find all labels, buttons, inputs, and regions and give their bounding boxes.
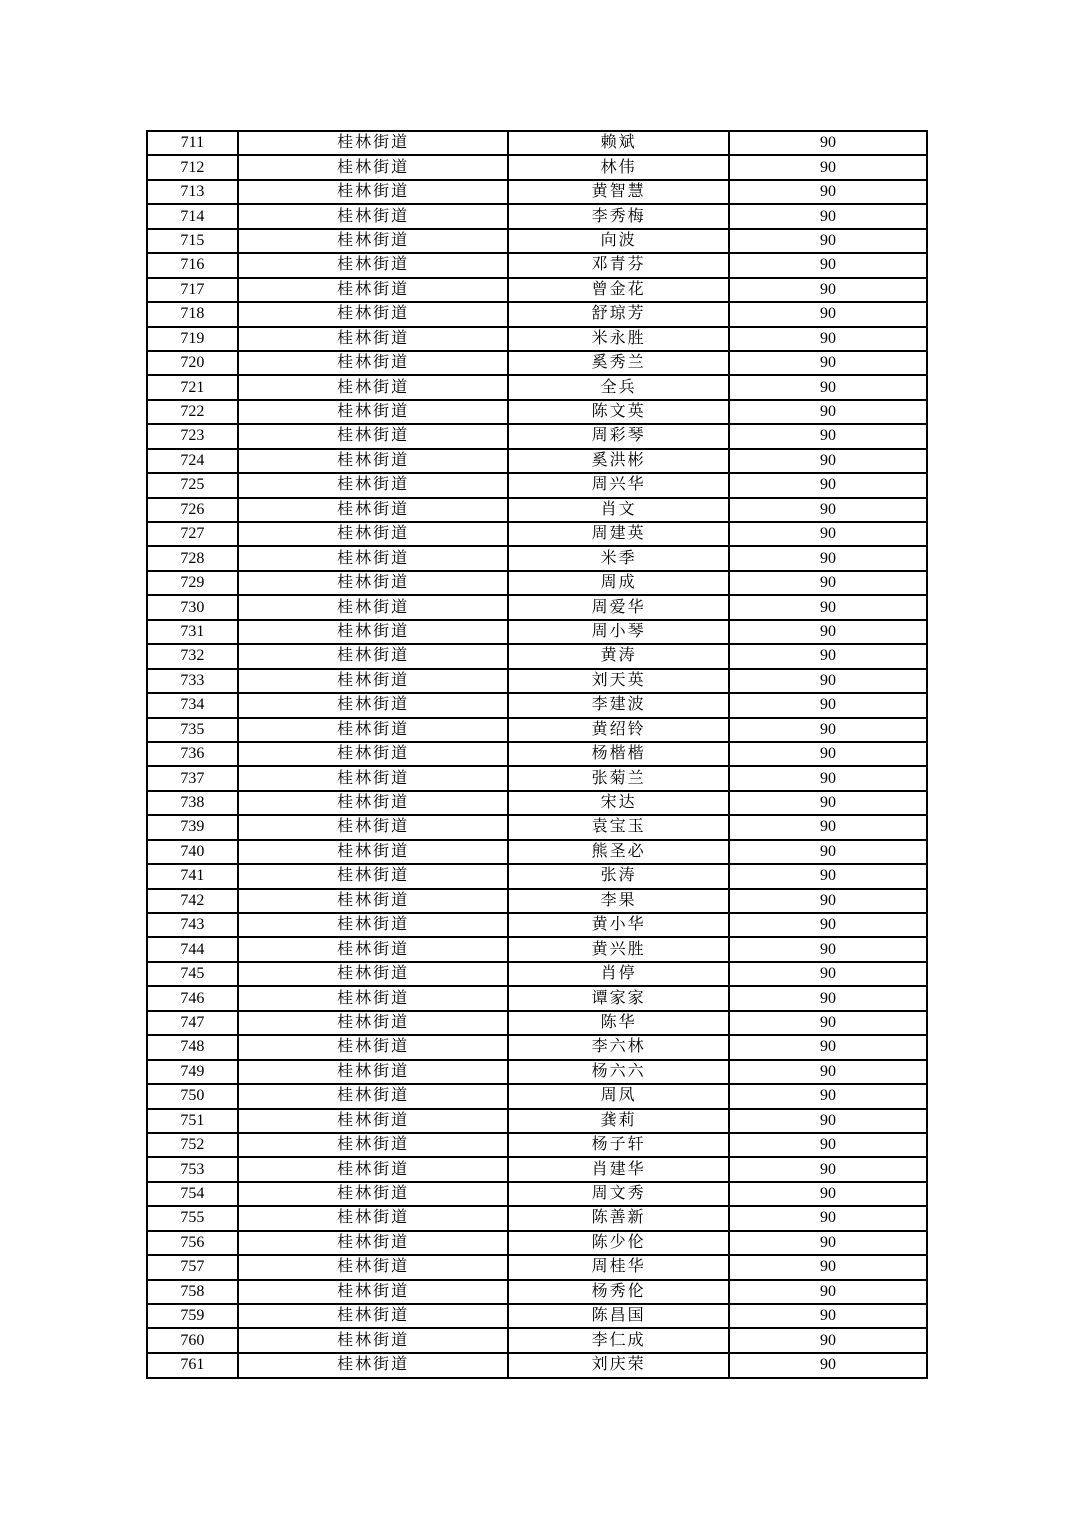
cell-score: 90 — [729, 986, 927, 1010]
cell-serial-number: 742 — [147, 889, 238, 913]
cell-score: 90 — [729, 693, 927, 717]
table-row — [147, 913, 927, 937]
cell-serial-number: 761 — [147, 1353, 238, 1378]
cell-person-name: 周小琴 — [508, 620, 728, 644]
cell-serial-number: 728 — [147, 546, 238, 570]
table-row — [147, 473, 927, 497]
cell-person-name: 刘天英 — [508, 669, 728, 693]
cell-serial-number: 760 — [147, 1328, 238, 1352]
cell-score: 90 — [729, 937, 927, 961]
table-row — [147, 302, 927, 326]
cell-street: 桂林街道 — [238, 400, 509, 424]
cell-street: 桂林街道 — [238, 253, 509, 277]
cell-score: 90 — [729, 229, 927, 253]
cell-serial-number: 719 — [147, 327, 238, 351]
cell-street: 桂林街道 — [238, 1109, 509, 1133]
cell-street: 桂林街道 — [238, 1084, 509, 1108]
table-row — [147, 766, 927, 790]
cell-serial-number: 723 — [147, 424, 238, 448]
cell-person-name: 向波 — [508, 229, 728, 253]
cell-serial-number: 739 — [147, 815, 238, 839]
roster-table — [146, 130, 928, 1379]
cell-score: 90 — [729, 840, 927, 864]
cell-serial-number: 738 — [147, 791, 238, 815]
table-row — [147, 522, 927, 546]
cell-person-name: 赖斌 — [508, 131, 728, 155]
cell-score: 90 — [729, 546, 927, 570]
cell-serial-number: 729 — [147, 571, 238, 595]
cell-serial-number: 740 — [147, 840, 238, 864]
cell-street: 桂林街道 — [238, 766, 509, 790]
cell-serial-number: 752 — [147, 1133, 238, 1157]
cell-person-name: 李建波 — [508, 693, 728, 717]
cell-street: 桂林街道 — [238, 375, 509, 399]
cell-serial-number: 724 — [147, 449, 238, 473]
table-row — [147, 1157, 927, 1181]
cell-serial-number: 711 — [147, 131, 238, 155]
cell-street: 桂林街道 — [238, 278, 509, 302]
cell-street: 桂林街道 — [238, 1231, 509, 1255]
cell-serial-number: 730 — [147, 595, 238, 619]
cell-person-name: 周建英 — [508, 522, 728, 546]
cell-score: 90 — [729, 595, 927, 619]
table-row — [147, 229, 927, 253]
cell-street: 桂林街道 — [238, 1280, 509, 1304]
cell-person-name: 李仁成 — [508, 1328, 728, 1352]
cell-score: 90 — [729, 571, 927, 595]
cell-score: 90 — [729, 1157, 927, 1181]
cell-score: 90 — [729, 1035, 927, 1059]
cell-street: 桂林街道 — [238, 571, 509, 595]
cell-street: 桂林街道 — [238, 546, 509, 570]
cell-street: 桂林街道 — [238, 693, 509, 717]
cell-serial-number: 747 — [147, 1011, 238, 1035]
cell-serial-number: 718 — [147, 302, 238, 326]
cell-score: 90 — [729, 351, 927, 375]
cell-street: 桂林街道 — [238, 913, 509, 937]
table-row — [147, 498, 927, 522]
cell-score: 90 — [729, 644, 927, 668]
table-row — [147, 1353, 927, 1378]
cell-serial-number: 722 — [147, 400, 238, 424]
cell-street: 桂林街道 — [238, 302, 509, 326]
cell-score: 90 — [729, 1206, 927, 1230]
table-row — [147, 1182, 927, 1206]
table-row — [147, 864, 927, 888]
cell-serial-number: 732 — [147, 644, 238, 668]
cell-person-name: 张菊兰 — [508, 766, 728, 790]
table-row — [147, 620, 927, 644]
cell-street: 桂林街道 — [238, 1157, 509, 1181]
cell-street: 桂林街道 — [238, 595, 509, 619]
table-row — [147, 840, 927, 864]
table-row — [147, 180, 927, 204]
table-row — [147, 400, 927, 424]
cell-person-name: 谭家家 — [508, 986, 728, 1010]
cell-serial-number: 714 — [147, 204, 238, 228]
table-row — [147, 253, 927, 277]
cell-person-name: 杨秀伦 — [508, 1280, 728, 1304]
cell-street: 桂林街道 — [238, 473, 509, 497]
cell-serial-number: 725 — [147, 473, 238, 497]
cell-serial-number: 713 — [147, 180, 238, 204]
cell-serial-number: 721 — [147, 375, 238, 399]
table-row — [147, 791, 927, 815]
table-row — [147, 1035, 927, 1059]
cell-score: 90 — [729, 1304, 927, 1328]
cell-person-name: 李果 — [508, 889, 728, 913]
cell-score: 90 — [729, 1255, 927, 1279]
cell-street: 桂林街道 — [238, 424, 509, 448]
cell-serial-number: 758 — [147, 1280, 238, 1304]
cell-serial-number: 748 — [147, 1035, 238, 1059]
cell-person-name: 杨六六 — [508, 1060, 728, 1084]
table-row — [147, 278, 927, 302]
cell-score: 90 — [729, 302, 927, 326]
table-row — [147, 937, 927, 961]
cell-serial-number: 757 — [147, 1255, 238, 1279]
cell-serial-number: 720 — [147, 351, 238, 375]
table-row — [147, 155, 927, 179]
cell-street: 桂林街道 — [238, 937, 509, 961]
cell-serial-number: 741 — [147, 864, 238, 888]
cell-person-name: 周桂华 — [508, 1255, 728, 1279]
cell-person-name: 袁宝玉 — [508, 815, 728, 839]
cell-person-name: 陈少伦 — [508, 1231, 728, 1255]
cell-street: 桂林街道 — [238, 1035, 509, 1059]
table-row — [147, 644, 927, 668]
cell-serial-number: 751 — [147, 1109, 238, 1133]
cell-street: 桂林街道 — [238, 669, 509, 693]
table-row — [147, 1231, 927, 1255]
cell-person-name: 周文秀 — [508, 1182, 728, 1206]
cell-score: 90 — [729, 155, 927, 179]
cell-serial-number: 737 — [147, 766, 238, 790]
cell-street: 桂林街道 — [238, 1011, 509, 1035]
cell-serial-number: 743 — [147, 913, 238, 937]
table-row — [147, 375, 927, 399]
table-row — [147, 327, 927, 351]
table-row — [147, 1133, 927, 1157]
cell-person-name: 黄智慧 — [508, 180, 728, 204]
cell-street: 桂林街道 — [238, 229, 509, 253]
cell-person-name: 周彩琴 — [508, 424, 728, 448]
table-row — [147, 962, 927, 986]
cell-street: 桂林街道 — [238, 1133, 509, 1157]
cell-score: 90 — [729, 1060, 927, 1084]
cell-score: 90 — [729, 864, 927, 888]
cell-serial-number: 715 — [147, 229, 238, 253]
cell-score: 90 — [729, 253, 927, 277]
cell-score: 90 — [729, 522, 927, 546]
cell-street: 桂林街道 — [238, 498, 509, 522]
cell-street: 桂林街道 — [238, 204, 509, 228]
cell-serial-number: 727 — [147, 522, 238, 546]
cell-person-name: 陈昌国 — [508, 1304, 728, 1328]
cell-street: 桂林街道 — [238, 180, 509, 204]
table-row — [147, 1011, 927, 1035]
cell-score: 90 — [729, 1084, 927, 1108]
cell-street: 桂林街道 — [238, 1255, 509, 1279]
cell-person-name: 杨楷楷 — [508, 742, 728, 766]
cell-street: 桂林街道 — [238, 962, 509, 986]
cell-serial-number: 744 — [147, 937, 238, 961]
table-row — [147, 1304, 927, 1328]
cell-person-name: 宋达 — [508, 791, 728, 815]
table-row — [147, 1109, 927, 1133]
table-row — [147, 986, 927, 1010]
cell-score: 90 — [729, 400, 927, 424]
cell-street: 桂林街道 — [238, 1206, 509, 1230]
table-row — [147, 571, 927, 595]
cell-serial-number: 716 — [147, 253, 238, 277]
cell-street: 桂林街道 — [238, 791, 509, 815]
cell-street: 桂林街道 — [238, 155, 509, 179]
cell-serial-number: 735 — [147, 718, 238, 742]
cell-person-name: 舒琼芳 — [508, 302, 728, 326]
cell-street: 桂林街道 — [238, 1060, 509, 1084]
cell-street: 桂林街道 — [238, 718, 509, 742]
table-row — [147, 546, 927, 570]
cell-serial-number: 734 — [147, 693, 238, 717]
table-row — [147, 815, 927, 839]
cell-score: 90 — [729, 180, 927, 204]
cell-serial-number: 759 — [147, 1304, 238, 1328]
table-row — [147, 131, 927, 155]
cell-person-name: 陈善新 — [508, 1206, 728, 1230]
cell-score: 90 — [729, 791, 927, 815]
cell-person-name: 刘庆荣 — [508, 1353, 728, 1378]
cell-score: 90 — [729, 1328, 927, 1352]
cell-person-name: 杨子轩 — [508, 1133, 728, 1157]
table-row — [147, 1255, 927, 1279]
cell-person-name: 黄涛 — [508, 644, 728, 668]
cell-serial-number: 745 — [147, 962, 238, 986]
cell-street: 桂林街道 — [238, 1304, 509, 1328]
cell-street: 桂林街道 — [238, 1328, 509, 1352]
cell-score: 90 — [729, 962, 927, 986]
cell-person-name: 黄绍铃 — [508, 718, 728, 742]
cell-person-name: 周兴华 — [508, 473, 728, 497]
cell-score: 90 — [729, 327, 927, 351]
cell-score: 90 — [729, 449, 927, 473]
table-row — [147, 1084, 927, 1108]
cell-score: 90 — [729, 669, 927, 693]
cell-street: 桂林街道 — [238, 1353, 509, 1378]
cell-person-name: 周凤 — [508, 1084, 728, 1108]
cell-score: 90 — [729, 815, 927, 839]
table-row — [147, 1280, 927, 1304]
cell-street: 桂林街道 — [238, 1182, 509, 1206]
cell-person-name: 奚秀兰 — [508, 351, 728, 375]
cell-person-name: 邓青芬 — [508, 253, 728, 277]
cell-street: 桂林街道 — [238, 889, 509, 913]
cell-score: 90 — [729, 742, 927, 766]
cell-score: 90 — [729, 1182, 927, 1206]
cell-score: 90 — [729, 1133, 927, 1157]
cell-score: 90 — [729, 131, 927, 155]
cell-street: 桂林街道 — [238, 840, 509, 864]
cell-serial-number: 731 — [147, 620, 238, 644]
cell-score: 90 — [729, 1353, 927, 1378]
cell-score: 90 — [729, 913, 927, 937]
cell-person-name: 曾金花 — [508, 278, 728, 302]
cell-person-name: 肖文 — [508, 498, 728, 522]
cell-street: 桂林街道 — [238, 522, 509, 546]
cell-street: 桂林街道 — [238, 644, 509, 668]
table-row — [147, 424, 927, 448]
cell-person-name: 陈华 — [508, 1011, 728, 1035]
cell-person-name: 肖建华 — [508, 1157, 728, 1181]
roster-table-body — [147, 131, 927, 1378]
table-row — [147, 595, 927, 619]
cell-score: 90 — [729, 278, 927, 302]
cell-person-name: 米季 — [508, 546, 728, 570]
cell-person-name: 肖停 — [508, 962, 728, 986]
table-row — [147, 742, 927, 766]
cell-street: 桂林街道 — [238, 620, 509, 644]
cell-score: 90 — [729, 766, 927, 790]
cell-person-name: 陈文英 — [508, 400, 728, 424]
cell-serial-number: 746 — [147, 986, 238, 1010]
table-row — [147, 1206, 927, 1230]
cell-person-name: 李秀梅 — [508, 204, 728, 228]
cell-serial-number: 726 — [147, 498, 238, 522]
cell-street: 桂林街道 — [238, 131, 509, 155]
cell-serial-number: 755 — [147, 1206, 238, 1230]
table-row — [147, 1328, 927, 1352]
cell-serial-number: 736 — [147, 742, 238, 766]
cell-score: 90 — [729, 204, 927, 228]
cell-street: 桂林街道 — [238, 351, 509, 375]
table-row — [147, 351, 927, 375]
cell-serial-number: 712 — [147, 155, 238, 179]
cell-person-name: 奚洪彬 — [508, 449, 728, 473]
cell-score: 90 — [729, 620, 927, 644]
cell-score: 90 — [729, 1011, 927, 1035]
cell-person-name: 熊圣必 — [508, 840, 728, 864]
cell-serial-number: 753 — [147, 1157, 238, 1181]
cell-score: 90 — [729, 1280, 927, 1304]
cell-person-name: 黄兴胜 — [508, 937, 728, 961]
table-row — [147, 449, 927, 473]
cell-street: 桂林街道 — [238, 327, 509, 351]
cell-person-name: 李六林 — [508, 1035, 728, 1059]
cell-person-name: 全兵 — [508, 375, 728, 399]
cell-person-name: 黄小华 — [508, 913, 728, 937]
cell-street: 桂林街道 — [238, 986, 509, 1010]
cell-serial-number: 754 — [147, 1182, 238, 1206]
cell-street: 桂林街道 — [238, 815, 509, 839]
table-row — [147, 718, 927, 742]
table-row — [147, 204, 927, 228]
cell-street: 桂林街道 — [238, 864, 509, 888]
cell-serial-number: 750 — [147, 1084, 238, 1108]
cell-score: 90 — [729, 498, 927, 522]
table-row — [147, 693, 927, 717]
cell-person-name: 周爱华 — [508, 595, 728, 619]
cell-score: 90 — [729, 718, 927, 742]
cell-street: 桂林街道 — [238, 742, 509, 766]
table-row — [147, 1060, 927, 1084]
cell-score: 90 — [729, 473, 927, 497]
cell-street: 桂林街道 — [238, 449, 509, 473]
cell-score: 90 — [729, 1231, 927, 1255]
cell-score: 90 — [729, 889, 927, 913]
cell-score: 90 — [729, 424, 927, 448]
table-row — [147, 669, 927, 693]
cell-serial-number: 717 — [147, 278, 238, 302]
cell-serial-number: 749 — [147, 1060, 238, 1084]
cell-serial-number: 756 — [147, 1231, 238, 1255]
cell-score: 90 — [729, 1109, 927, 1133]
cell-person-name: 米永胜 — [508, 327, 728, 351]
cell-person-name: 龚莉 — [508, 1109, 728, 1133]
cell-person-name: 林伟 — [508, 155, 728, 179]
cell-serial-number: 733 — [147, 669, 238, 693]
cell-score: 90 — [729, 375, 927, 399]
cell-person-name: 周成 — [508, 571, 728, 595]
table-row — [147, 889, 927, 913]
cell-person-name: 张涛 — [508, 864, 728, 888]
